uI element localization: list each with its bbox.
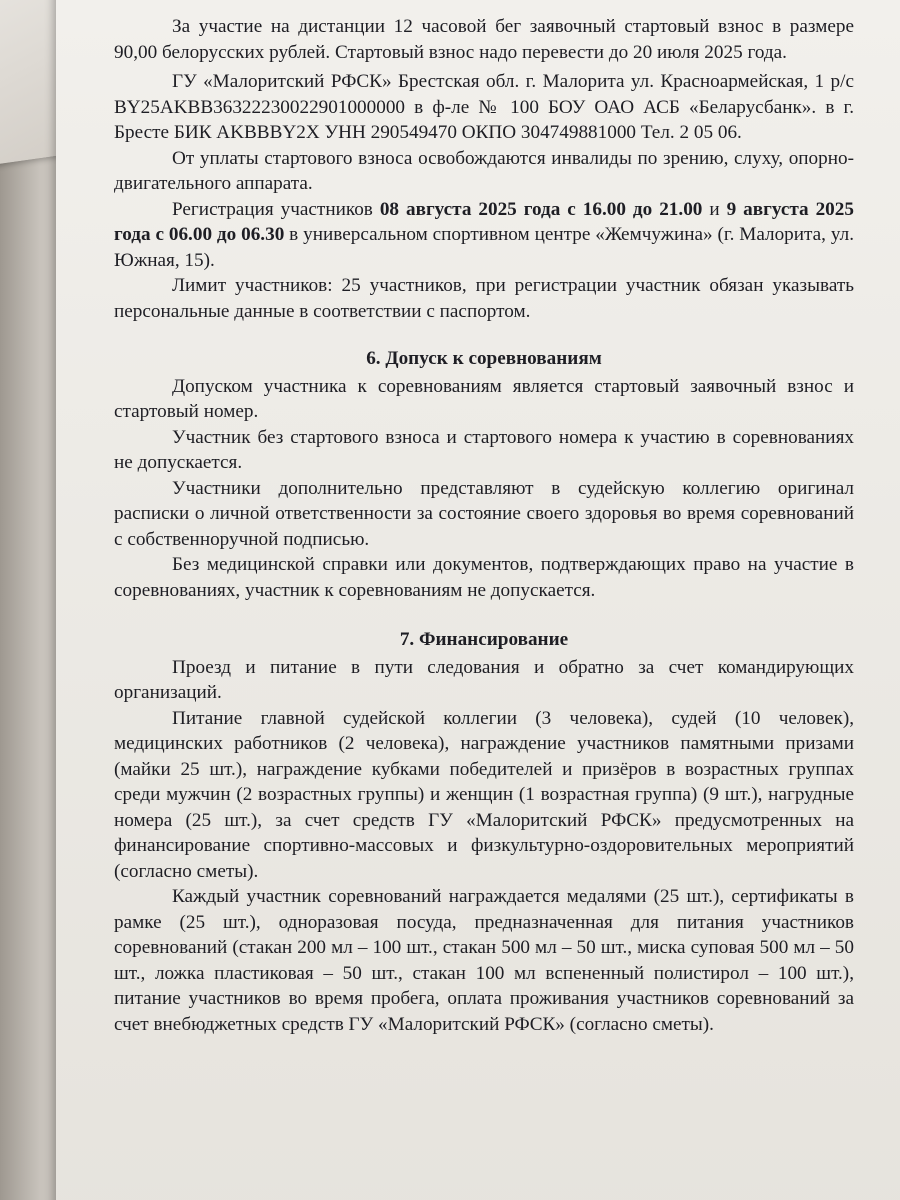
section-7-heading: 7. Финансирование — [399, 629, 569, 650]
admission-paragraph-3: Участники дополнительно представляют в судейскую коллегию оригинал расписки о личной ответственности за состояние своего здоровья во время соревнований с собственноручной подписью. — [114, 477, 854, 550]
registration-prefix: Регистрация участников — [172, 198, 380, 220]
registration-date-1: 08 августа 2025 года с 16.00 до 21.00 — [379, 198, 703, 220]
registration-paragraph — [114, 197, 854, 274]
financing-paragraph-3: Каждый участник соревнований награждается медалями (25 шт.), сертификаты в рамке (25 шт.), одноразовая посуда, предназначенная для питания участников соревнований (стакан 200 мл – 100 шт., стакан 500 мл – 50 шт., миска суповая 500 мл – 50 шт., ложка пластиковая – 50 шт., стакан 100 мл вспененный полистирол – 100 шт.), питание участников во время пробега, оплата проживания участников соревнований за счет внебюджетных средств ГУ «Малоритский РФСК» (согласно сметы). — [114, 886, 854, 1035]
admission-paragraph-1: Допуском участника к соревнованиям является стартовый заявочный взнос и стартовый номер. — [114, 375, 854, 422]
admission-paragraph-2: Участник без стартового взноса и стартового номера к участию в соревнованиях не допускается. — [114, 426, 854, 473]
document-text — [114, 14, 854, 1037]
admission-paragraph-4: Без медицинской справки или документов, подтверждающих право на участие в соревнованиях, участник к соревнованиям не допускается. — [114, 554, 854, 601]
section-6-heading: 6. Допуск к соревнованиям — [366, 348, 602, 369]
bank-details-paragraph: ГУ «Малоритский РФСК» Брестская обл. г. Малорита ул. Красноармейская, 1 р/с BY25AKBB36322230022901000000 в ф-ле № 100 БОУ ОАО АСБ «Беларусбанк». в г. Бресте БИК AKBBBY2X УНН 290549470 ОКПО 304749881000 Тел. 2 05 06. — [114, 71, 854, 143]
fee-paragraph: За участие на дистанции 12 часовой бег заявочный стартовый взнос в размере 90,00 белорусских рублей. Стартовый взнос надо перевести до 20 июля 2025 года. — [114, 16, 854, 63]
financing-paragraph-1: Проезд и питание в пути следования и обратно за счет командирующих организаций. — [114, 656, 854, 703]
registration-suffix: в универсальном спортивном центре «Жемчужина» (г. Малорита, ул. Южная, 15). — [114, 224, 854, 271]
fee-exemption-paragraph: От уплаты стартового взноса освобождаются инвалиды по зрению, слуху, опорно-двигательного аппарата. — [114, 147, 854, 194]
registration-and: и — [702, 198, 727, 220]
registration-date-2: 9 августа 2025 года с 06.00 до 06.30 — [114, 198, 854, 245]
financing-paragraph-2: Питание главной судейской коллегии (3 человека), судей (10 человек), медицинских работников (2 человека), награждение участников памятными призами (майки 25 шт.), награждение кубками победителей и призёров в возрастных группах среди мужчин (2 возрастных группы) и женщин (1 возрастная группа) (9 шт.), нагрудные номера (25 шт.), за счет средств ГУ «Малоритский РФСК» предусмотренных на финансирование спортивно-массовых и физкультурно-оздоровительных мероприятий (согласно сметы). — [114, 707, 854, 882]
participant-limit-paragraph: Лимит участников: 25 участников, при регистрации участник обязан указывать персональные данные в соответствии с паспортом. — [114, 275, 854, 322]
